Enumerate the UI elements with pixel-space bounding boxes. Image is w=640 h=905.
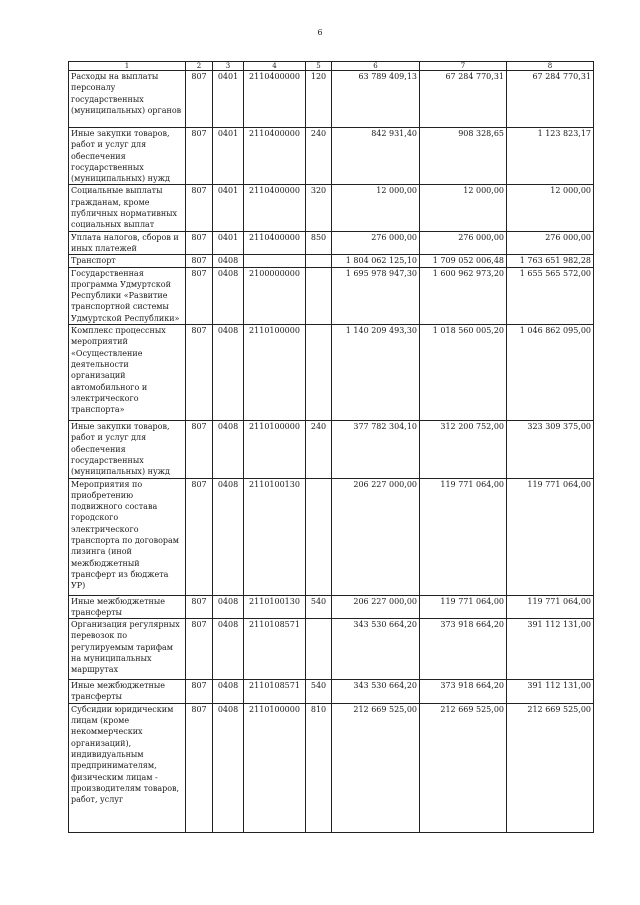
section-code-cell: 0401 <box>213 185 244 231</box>
target-code-cell <box>244 255 306 267</box>
amount-year-2-cell: 908 328,65 <box>420 128 507 185</box>
admin-code-cell: 807 <box>186 255 213 267</box>
target-code-cell: 2110108571 <box>244 619 306 680</box>
column-number: 4 <box>244 62 306 71</box>
target-code-cell: 2110108571 <box>244 680 306 704</box>
amount-year-3-cell: 391 112 131,00 <box>507 680 594 704</box>
table-row <box>69 703 594 832</box>
row-name-cell: Субсидии юридическим лицам (кроме некоммерческих организаций), индивидуальным предпринимателям, физическим лицам - производителям товаров, работ, услуг <box>69 703 186 832</box>
admin-code-cell: 807 <box>186 185 213 231</box>
section-code-cell: 0408 <box>213 478 244 595</box>
table-row <box>69 478 594 595</box>
section-code-cell: 0408 <box>213 267 244 324</box>
amount-year-1-cell: 12 000,00 <box>332 185 420 231</box>
page-number: 6 <box>317 28 323 37</box>
admin-code-cell: 807 <box>186 128 213 185</box>
amount-year-2-cell: 12 000,00 <box>420 185 507 231</box>
amount-year-2-cell: 373 918 664,20 <box>420 680 507 704</box>
amount-year-1-cell: 206 227 000,00 <box>332 595 420 619</box>
table-row <box>69 595 594 619</box>
admin-code-cell: 807 <box>186 595 213 619</box>
amount-year-3-cell: 391 112 131,00 <box>507 619 594 680</box>
column-number: 6 <box>332 62 420 71</box>
admin-code-cell: 807 <box>186 421 213 478</box>
row-name-cell: Государственная программа Удмуртской Республики «Развитие транспортной системы Удмуртской Республики» <box>69 267 186 324</box>
row-name-cell: Социальные выплаты гражданам, кроме публичных нормативных социальных выплат <box>69 185 186 231</box>
amount-year-2-cell: 373 918 664,20 <box>420 619 507 680</box>
target-code-cell: 2110100000 <box>244 325 306 421</box>
row-name-cell: Организация регулярных перевозок по регулируемым тарифам на муниципальных маршрутах <box>69 619 186 680</box>
expense-type-cell <box>306 619 332 680</box>
row-name-cell: Уплата налогов, сборов и иных платежей <box>69 231 186 255</box>
table-row <box>69 185 594 231</box>
amount-year-1-cell: 1 804 062 125,10 <box>332 255 420 267</box>
amount-year-1-cell: 343 530 664,20 <box>332 619 420 680</box>
expense-type-cell: 540 <box>306 595 332 619</box>
row-name-cell: Иные межбюджетные трансферты <box>69 595 186 619</box>
table-row <box>69 231 594 255</box>
section-code-cell: 0408 <box>213 595 244 619</box>
amount-year-3-cell: 1 123 823,17 <box>507 128 594 185</box>
column-number: 8 <box>507 62 594 71</box>
table-row <box>69 421 594 478</box>
section-code-cell: 0401 <box>213 71 244 128</box>
amount-year-3-cell: 119 771 064,00 <box>507 478 594 595</box>
admin-code-cell: 807 <box>186 478 213 595</box>
amount-year-1-cell: 377 782 304,10 <box>332 421 420 478</box>
admin-code-cell: 807 <box>186 325 213 421</box>
amount-year-3-cell: 119 771 064,00 <box>507 595 594 619</box>
section-code-cell: 0408 <box>213 255 244 267</box>
amount-year-1-cell: 276 000,00 <box>332 231 420 255</box>
row-name-cell: Иные закупки товаров, работ и услуг для обеспечения государственных (муниципальных) нужд <box>69 128 186 185</box>
amount-year-3-cell: 212 669 525,00 <box>507 703 594 832</box>
column-number-row <box>69 62 594 71</box>
column-number: 3 <box>213 62 244 71</box>
row-name-cell: Транспорт <box>69 255 186 267</box>
expense-type-cell: 120 <box>306 71 332 128</box>
admin-code-cell: 807 <box>186 703 213 832</box>
amount-year-1-cell: 343 530 664,20 <box>332 680 420 704</box>
amount-year-3-cell: 1 763 651 982,28 <box>507 255 594 267</box>
amount-year-1-cell: 1 140 209 493,30 <box>332 325 420 421</box>
column-number: 5 <box>306 62 332 71</box>
amount-year-2-cell: 119 771 064,00 <box>420 478 507 595</box>
row-name-cell: Комплекс процессных мероприятий «Осуществление деятельности организаций автомобильного и электрического транспорта» <box>69 325 186 421</box>
admin-code-cell: 807 <box>186 680 213 704</box>
amount-year-2-cell: 67 284 770,31 <box>420 71 507 128</box>
amount-year-3-cell: 276 000,00 <box>507 231 594 255</box>
amount-year-2-cell: 1 709 052 006,48 <box>420 255 507 267</box>
target-code-cell: 2110400000 <box>244 231 306 255</box>
expense-type-cell: 240 <box>306 421 332 478</box>
table-row <box>69 680 594 704</box>
amount-year-2-cell: 312 200 752,00 <box>420 421 507 478</box>
amount-year-2-cell: 119 771 064,00 <box>420 595 507 619</box>
amount-year-2-cell: 212 669 525,00 <box>420 703 507 832</box>
target-code-cell: 2110100000 <box>244 421 306 478</box>
expense-type-cell: 320 <box>306 185 332 231</box>
amount-year-2-cell: 276 000,00 <box>420 231 507 255</box>
amount-year-2-cell: 1 018 560 005,20 <box>420 325 507 421</box>
amount-year-1-cell: 1 695 978 947,30 <box>332 267 420 324</box>
amount-year-3-cell: 67 284 770,31 <box>507 71 594 128</box>
target-code-cell: 2110100130 <box>244 478 306 595</box>
amount-year-1-cell: 212 669 525,00 <box>332 703 420 832</box>
target-code-cell: 2110400000 <box>244 71 306 128</box>
expense-type-cell: 810 <box>306 703 332 832</box>
expense-type-cell <box>306 267 332 324</box>
row-name-cell: Расходы на выплаты персоналу государственных (муниципальных) органов <box>69 71 186 128</box>
admin-code-cell: 807 <box>186 71 213 128</box>
column-number: 1 <box>69 62 186 71</box>
budget-table <box>68 61 594 833</box>
amount-year-1-cell: 63 789 409,13 <box>332 71 420 128</box>
section-code-cell: 0408 <box>213 680 244 704</box>
expense-type-cell <box>306 325 332 421</box>
expense-type-cell: 540 <box>306 680 332 704</box>
amount-year-3-cell: 1 046 862 095,00 <box>507 325 594 421</box>
section-code-cell: 0401 <box>213 128 244 185</box>
amount-year-3-cell: 323 309 375,00 <box>507 421 594 478</box>
table-row <box>69 128 594 185</box>
admin-code-cell: 807 <box>186 267 213 324</box>
expense-type-cell: 850 <box>306 231 332 255</box>
row-name-cell: Мероприятия по приобретению подвижного состава городского электрического транспорта по договорам лизинга (иной межбюджетный трансферт из бюджета УР) <box>69 478 186 595</box>
target-code-cell: 2110400000 <box>244 128 306 185</box>
target-code-cell: 2110100130 <box>244 595 306 619</box>
table-row <box>69 619 594 680</box>
column-number: 7 <box>420 62 507 71</box>
table-row <box>69 325 594 421</box>
row-name-cell: Иные межбюджетные трансферты <box>69 680 186 704</box>
row-name-cell: Иные закупки товаров, работ и услуг для обеспечения государственных (муниципальных) нужд <box>69 421 186 478</box>
section-code-cell: 0408 <box>213 619 244 680</box>
amount-year-1-cell: 206 227 000,00 <box>332 478 420 595</box>
expense-type-cell: 240 <box>306 128 332 185</box>
target-code-cell: 2110100000 <box>244 703 306 832</box>
column-number: 2 <box>186 62 213 71</box>
amount-year-3-cell: 1 655 565 572,00 <box>507 267 594 324</box>
admin-code-cell: 807 <box>186 619 213 680</box>
section-code-cell: 0401 <box>213 231 244 255</box>
section-code-cell: 0408 <box>213 703 244 832</box>
target-code-cell: 2100000000 <box>244 267 306 324</box>
section-code-cell: 0408 <box>213 421 244 478</box>
admin-code-cell: 807 <box>186 231 213 255</box>
amount-year-2-cell: 1 600 962 973,20 <box>420 267 507 324</box>
target-code-cell: 2110400000 <box>244 185 306 231</box>
amount-year-1-cell: 842 931,40 <box>332 128 420 185</box>
table-row <box>69 255 594 267</box>
amount-year-3-cell: 12 000,00 <box>507 185 594 231</box>
section-code-cell: 0408 <box>213 325 244 421</box>
table-row <box>69 267 594 324</box>
expense-type-cell <box>306 478 332 595</box>
table-row <box>69 71 594 128</box>
expense-type-cell <box>306 255 332 267</box>
